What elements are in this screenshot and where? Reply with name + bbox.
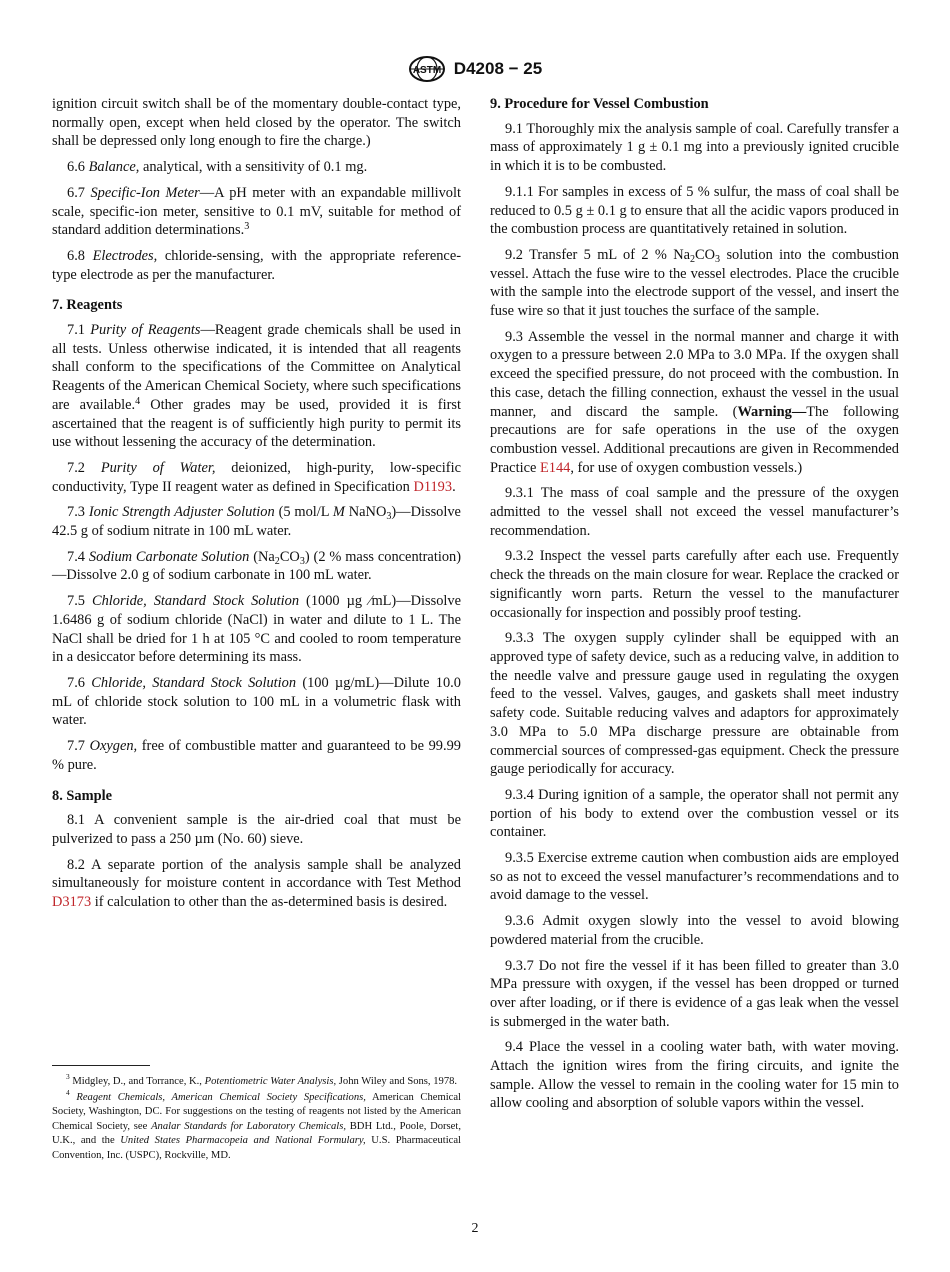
document-code: D4208 − 25 xyxy=(453,59,543,78)
paragraph-9-1-1: 9.1.1 For samples in excess of 5 % sulfur, the mass of coal shall be reduced to 0.5 g ± 0.1 g to ensure that all the acidic vapors produced in the combustion process are quantitatively retained in solution. xyxy=(490,183,899,238)
paragraph-7-6: 7.6 Chloride, Standard Stock Solution (100 µg/mL)—Dilute 10.0 mL of chloride stock solution to 100 mL in a volumetric flask with water. xyxy=(52,674,461,729)
link-e144[interactable]: E144 xyxy=(539,459,571,476)
paragraph-9-3-5: 9.3.5 Exercise extreme caution when combustion aids are employed so as not to exceed the vessel manufacturer’s recommendations and to avoid damage to the vessel. xyxy=(490,850,899,904)
paragraph-9-3-7: 9.3.7 Do not fire the vessel if it has been filled to greater than 3.0 MPa pressure with oxygen, if the vessel has been dropped or turned over after loading, or if there is evidence of a gas leak when the vessel is submerged in the water bath. xyxy=(490,957,899,1030)
paragraph-8-1: 8.1 A convenient sample is the air-dried coal that must be pulverized to pass a 250 µm (No. 60) sieve. xyxy=(52,812,461,847)
paragraph-9-4: 9.4 Place the vessel in a cooling water bath, with water moving. Attach the ignition wires from the firing circuits, and ignite the sample. Allow the vessel to remain in the cooling water for 15 min to allow cooling and absorption of soluble vapors within the vessel. xyxy=(490,1039,899,1112)
footnote-ref-4[interactable]: 4 xyxy=(135,395,141,407)
footnotes xyxy=(52,1065,461,1164)
footnote-divider xyxy=(52,1065,150,1066)
right-column xyxy=(490,95,899,1120)
link-d1193[interactable]: D1193 xyxy=(413,478,453,495)
paragraph-9-3-3: 9.3.3 The oxygen supply cylinder shall be equipped with an approved type of safety device, such as a reducing valve, in addition to the needle valve and pressure gauge used in regulating the oxygen feed to the vessel. Valves, gauges, and gaskets shall meet industry safety code. Suitable reducing valves and adaptors for approximately 3.0 MPa to 5.0 MPa discharge pressure are obtainable from commercial sources of compressed-gas equipment. Check the pressure gauge periodically for accuracy. xyxy=(490,630,899,778)
page-number: 2 xyxy=(471,1221,479,1236)
svg-text:ASTM: ASTM xyxy=(412,65,441,76)
paragraph-9-2: 9.2 Transfer 5 mL of 2 % $Na_2CO_3$ solution into the combustion vessel. Attach the fuse wire to the vessel electrodes. Place the crucible with the sample into the electrode support of the vessel, and insert the fuse wire so that it just touches the surface of the sample. xyxy=(490,246,899,320)
paragraph-9-3-6: 9.3.6 Admit oxygen slowly into the vessel to avoid blowing powdered material from the crucible. xyxy=(490,913,899,948)
paragraph-6-7: 6.7 Specific-Ion Meter—A pH meter with an expandable millivolt scale, specific-ion meter, sensitive to 0.1 mV, suitable for method of standard addition determinations.$^3$ xyxy=(52,184,461,239)
astm-logo-icon xyxy=(408,56,446,82)
paragraph-6-6: 6.6 Balance, analytical, with a sensitivity of 0.1 mg. xyxy=(67,159,368,176)
footnote-4: $^4$ Reagent Chemicals, American Chemical Society Specifications, American Chemical Society, Washington, DC. For suggestions on the testing of reagents not listed by the American Chemical Society, see Analar Standards for Laboratory Chemicals, BDH Ltd., Poole, Dorset, U.K., and the United States Pharmacopeia and National Formulary, U.S. Pharmaceutical Convention, Inc. (USPC), Rockville, MD. xyxy=(52,1087,461,1161)
paragraph-7-1: 7.1 Purity of Reagents—Reagent grade chemicals shall be used in all tests. Unless otherwise indicated, it is intended that all reagents shall conform to the specifications of the Committee on Analytical Reagents of the American Chemical Society, where such specifications are available.$^4$ Other grades may be used, provided it is first ascertained that the reagent is of sufficiently high purity to permit its use without lessening the accuracy of the determination. xyxy=(52,322,462,451)
paragraph-9-3-2: 9.3.2 Inspect the vessel parts carefully after each use. Frequently check the threads on the main closure for wear. Replace the cracked or significantly worn parts. Return the vessel to the manufacturer occasionally for inspection and possibly proof testing. xyxy=(490,548,899,621)
section-9-heading: 9. Procedure for Vessel Combustion xyxy=(490,96,709,112)
paragraph-7-7: 7.7 Oxygen, free of combustible matter and guaranteed to be 99.99 % pure. xyxy=(52,738,461,773)
paragraph-7-4: 7.4 Sodium Carbonate Solution $(Na_2CO_3)$ (2 % mass concentration)—Dissolve 2.0 g of sodium carbonate in 100 mL water. xyxy=(52,548,461,584)
paragraph-9-1: 9.1 Thoroughly mix the analysis sample of coal. Carefully transfer a mass of approximately 1 g ± 0.1 mg into a previously ignited crucible in which it is to be combusted. xyxy=(490,120,899,175)
paragraph-9-3: 9.3 Assemble the vessel in the normal manner and charge it with oxygen to a pressure between 2.0 MPa to 3.0 MPa. If the oxygen shall exceed the specified pressure, do not proceed with the combustion. In this case, detach the filling connection, exhaust the vessel in the usual manner, and discard the sample. (Warning—The following precautions are for safe operations in the use of the oxygen combustion vessel. Additional precautions are given in Recommended Practice E144, for use of oxygen combustion vessels.) xyxy=(490,328,899,476)
paragraph-9-3-1: 9.3.1 The mass of coal sample and the pressure of the oxygen admitted to the vessel shall not exceed the vessel manufacturer’s recommendation. xyxy=(490,485,899,539)
paragraph-7-5: 7.5 Chloride, Standard Stock Solution (1000 µg ⁄mL)—Dissolve 1.6486 g of sodium chloride (NaCl) in water and dilute to 1 L. The NaCl shall be dried for 1 h at 105 °C and cooled to room temperature in a desiccator before determining its mass. xyxy=(52,593,461,666)
link-d3173[interactable]: D3173 xyxy=(52,894,92,911)
section-7-heading: 7. Reagents xyxy=(52,297,123,314)
paragraph-6-5-continued: ignition circuit switch shall be of the momentary double-contact type, normally open, except when held closed by the operator. The switch shall be depressed only long enough to fire the charge.) xyxy=(52,96,461,150)
footnote-3: $^3$ Midgley, D., and Torrance, K., Potentiometric Water Analysis, John Wiley and Sons, 1978. xyxy=(66,1072,458,1087)
paragraph-8-2: 8.2 A separate portion of the analysis sample shall be analyzed simultaneously for moisture content in accordance with Test Method D3173 if calculation to other than the as-determined basis is desired. xyxy=(52,856,461,911)
paragraph-7-2: 7.2 Purity of Water, deionized, high-purity, low-specific conductivity, Type II reagent water as defined in Specification D1193. xyxy=(52,459,461,495)
paragraph-7-3: 7.3 Ionic Strength Adjuster Solution (5 mol/L M NaNO$_3$)—Dissolve 42.5 g of sodium nitrate in 100 mL water. xyxy=(52,504,461,540)
paragraph-6-8: 6.8 Electrodes, chloride-sensing, with the appropriate reference-type electrode as per the manufacturer. xyxy=(52,247,462,283)
left-column xyxy=(52,95,461,919)
page-header xyxy=(0,56,950,82)
section-8-heading: 8. Sample xyxy=(52,787,112,804)
footnote-ref-3[interactable]: 3 xyxy=(244,221,250,233)
paragraph-9-3-4: 9.3.4 During ignition of a sample, the operator shall not permit any portion of his body to extend over the combustion vessel or its container. xyxy=(490,786,899,841)
